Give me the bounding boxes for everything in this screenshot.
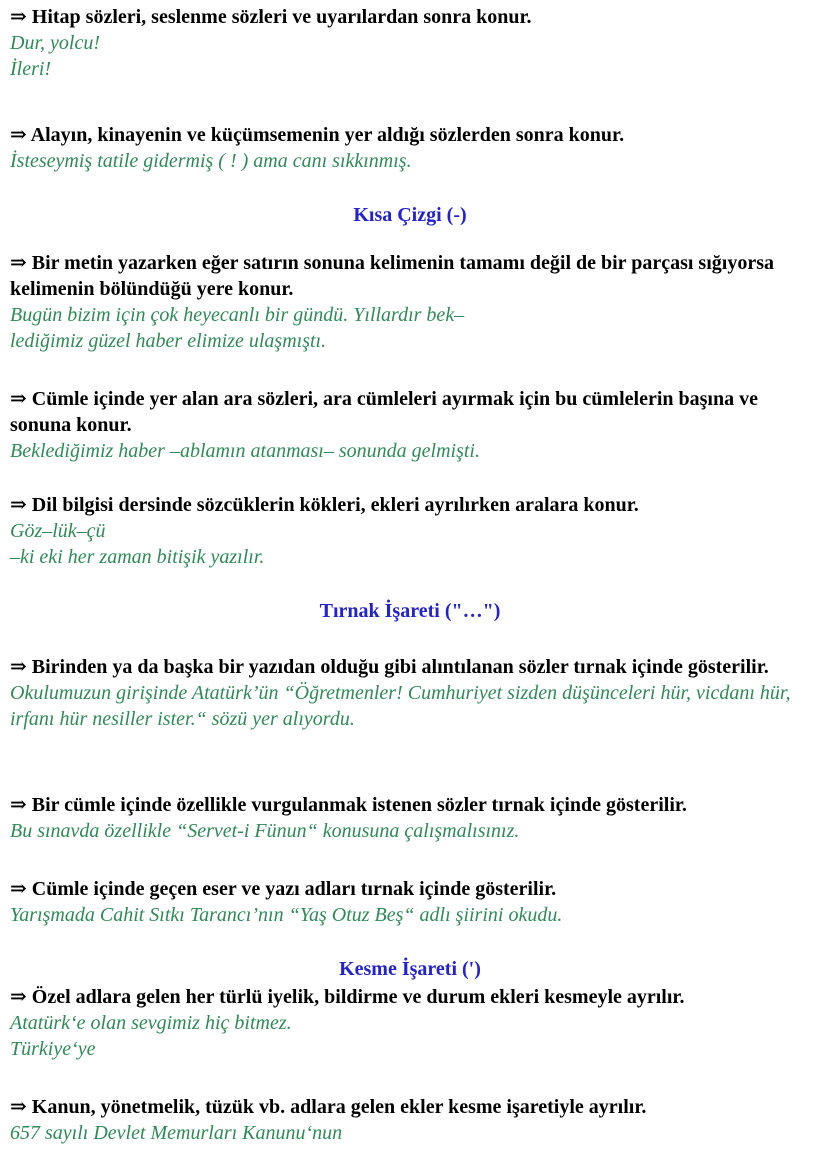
heading-kisa-cizgi: Kısa Çizgi (-) bbox=[353, 204, 467, 226]
example-line: Atatürk‘e olan sevgimiz hiç bitmez. bbox=[10, 1012, 292, 1034]
heading-kesme-isareti: Kesme İşareti (') bbox=[339, 958, 481, 980]
rule-item: ⇒ Cümle içinde geçen eser ve yazı adları tırnak içinde gösterilir. bbox=[10, 878, 557, 900]
rule-item: ⇒ Bir metin yazarken eğer satırın sonuna kelimenin tamamı değil de bir parçası sığıyorsa kelimenin bölündüğü yere konur. bbox=[10, 252, 774, 300]
rule-item: ⇒ Birinden ya da başka bir yazıdan olduğu gibi alıntılanan sözler tırnak içinde gösterilir. bbox=[10, 656, 769, 678]
example-line: Bugün bizim için çok heyecanlı bir gündü. Yıllardır bek– bbox=[10, 304, 465, 326]
example-line: İsteseymiş tatile gidermiş ( ! ) ama canı sıkkınmış. bbox=[10, 150, 412, 172]
rule-item: ⇒ Alayın, kinayenin ve küçümsemenin yer aldığı sözlerden sonra konur. bbox=[10, 124, 625, 146]
example-line: –ki eki her zaman bitişik yazılır. bbox=[10, 546, 265, 568]
rule-item: ⇒ Dil bilgisi dersinde sözcüklerin kökleri, ekleri ayrılırken aralara konur. bbox=[10, 494, 639, 516]
rule-item: ⇒ Özel adlara gelen her türlü iyelik, bildirme ve durum ekleri kesmeyle ayrılır. bbox=[10, 986, 685, 1008]
example-line: Türkiye‘ye bbox=[10, 1038, 96, 1060]
example-line: Beklediğimiz haber –ablamın atanması– sonunda gelmişti. bbox=[10, 440, 480, 462]
example-line: İleri! bbox=[10, 58, 52, 80]
example-line: Göz–lük–çü bbox=[10, 520, 106, 542]
rule-item: ⇒ Hitap sözleri, seslenme sözleri ve uyarılardan sonra konur. bbox=[10, 6, 532, 28]
example-line: Bu sınavda özellikle “Servet-i Fünun“ konusuna çalışmalısınız. bbox=[10, 820, 520, 842]
example-line: lediğimiz güzel haber elimize ulaşmıştı. bbox=[10, 330, 327, 352]
rule-item: ⇒ Bir cümle içinde özellikle vurgulanmak istenen sözler tırnak içinde gösterilir. bbox=[10, 794, 687, 816]
example-line: Okulumuzun girişinde Atatürk’ün “Öğretmenler! Cumhuriyet sizden düşünceleri hür, vicdanı hür, irfanı hür nesiller ister.“ sözü yer alıyordu. bbox=[10, 682, 791, 730]
rule-item: ⇒ Cümle içinde yer alan ara sözleri, ara cümleleri ayırmak için bu cümlelerin başına ve sonuna konur. bbox=[10, 388, 758, 436]
heading-tirnak-isareti: Tırnak İşareti ("…") bbox=[319, 600, 501, 622]
example-line: Yarışmada Cahit Sıtkı Tarancı’nın “Yaş Otuz Beş“ adlı şiirini okudu. bbox=[10, 904, 563, 926]
rule-item: ⇒ Kanun, yönetmelik, tüzük vb. adlara gelen ekler kesme işaretiyle ayrılır. bbox=[10, 1096, 647, 1118]
example-line: 657 sayılı Devlet Memurları Kanunu‘nun bbox=[10, 1122, 343, 1144]
example-line: Dur, yolcu! bbox=[10, 32, 100, 54]
